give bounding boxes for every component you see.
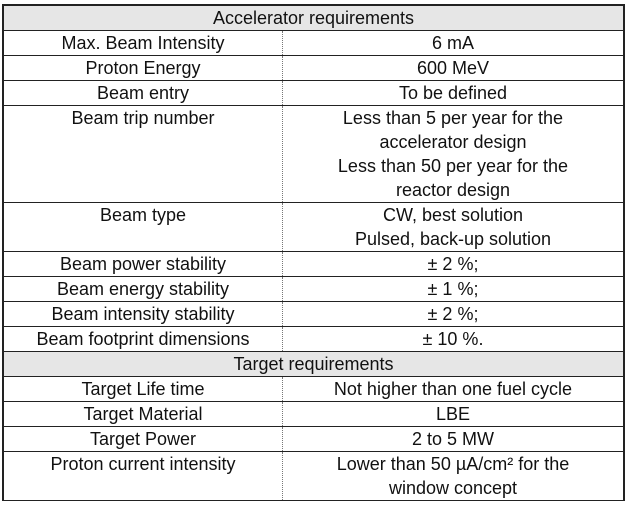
value-line: ± 2 %; [427, 254, 479, 274]
value-cell [283, 302, 625, 327]
value-cell [283, 402, 625, 427]
value-line: LBE [435, 404, 471, 424]
value-cell [283, 31, 625, 56]
table-row [3, 327, 624, 352]
table-row [3, 31, 624, 56]
value-line: 600 MeV [416, 58, 490, 78]
value-line: Lower than 50 µA/cm² for the [336, 454, 570, 474]
section-header-row [3, 5, 624, 31]
parameter-cell: Proton current intensity [3, 452, 283, 501]
table-row [3, 277, 624, 302]
accelerator-requirements-header: Accelerator requirements [3, 5, 624, 31]
value-cell [283, 56, 625, 81]
target-requirements-header: Target requirements [3, 352, 624, 377]
value-line: To be defined [398, 83, 508, 103]
parameter-cell: Max. Beam Intensity [3, 31, 283, 56]
parameter-cell: Beam footprint dimensions [3, 327, 283, 352]
parameter-cell: Target Life time [3, 377, 283, 402]
table-row [3, 302, 624, 327]
value-line: 2 to 5 MW [411, 429, 495, 449]
value-line: CW, best solution [382, 205, 524, 225]
value-cell [283, 327, 625, 352]
parameter-cell: Target Material [3, 402, 283, 427]
table-row [3, 377, 624, 402]
section-header-row [3, 352, 624, 377]
table-row [3, 81, 624, 106]
table-row [3, 427, 624, 452]
value-cell [283, 81, 625, 106]
parameter-cell: Beam intensity stability [3, 302, 283, 327]
value-cell [283, 252, 625, 277]
parameter-cell: Beam energy stability [3, 277, 283, 302]
parameter-cell: Target Power [3, 427, 283, 452]
value-line: Pulsed, back-up solution [354, 229, 552, 249]
value-line: accelerator design [379, 132, 527, 152]
parameter-cell: Beam trip number [3, 106, 283, 203]
value-line: Less than 5 per year for the [342, 108, 564, 128]
value-line: ± 1 %; [427, 279, 479, 299]
table-row [3, 203, 624, 252]
value-line: reactor design [395, 180, 511, 200]
value-line: ± 10 %. [422, 329, 484, 349]
parameter-cell: Beam entry [3, 81, 283, 106]
value-cell [283, 377, 625, 402]
parameter-cell: Beam type [3, 203, 283, 252]
requirements-table [2, 4, 625, 501]
value-line: ± 2 %; [427, 304, 479, 324]
table-row [3, 56, 624, 81]
value-line: window concept [388, 478, 518, 498]
value-cell [283, 106, 625, 203]
value-line: Not higher than one fuel cycle [333, 379, 573, 399]
value-cell [283, 203, 625, 252]
table-row [3, 402, 624, 427]
table-row [3, 106, 624, 203]
parameter-cell: Proton Energy [3, 56, 283, 81]
parameter-cell: Beam power stability [3, 252, 283, 277]
value-cell [283, 277, 625, 302]
table-row [3, 252, 624, 277]
value-line: Less than 50 per year for the [337, 156, 569, 176]
value-cell [283, 427, 625, 452]
table-row [3, 452, 624, 501]
value-cell [283, 452, 625, 501]
value-line: 6 mA [431, 33, 474, 53]
